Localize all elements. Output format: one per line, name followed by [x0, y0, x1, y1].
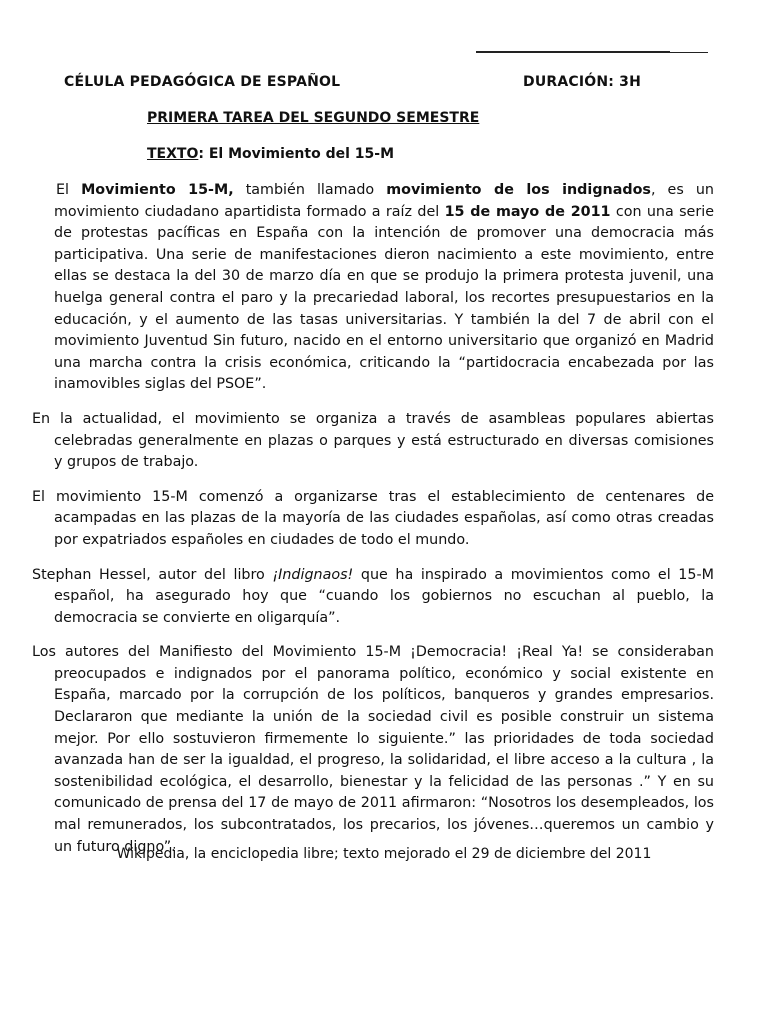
- source-citation: Wikipedia, la enciclopedia libre; texto mejorado el 29 de diciembre del 2011: [116, 846, 652, 862]
- header-duration: DURACIÓN: 3H: [523, 74, 642, 90]
- paragraph-1: El Movimiento 15-M, también llamado movimiento de los indignados, es un movimiento ciudadano apartidista formado a raíz del 15 de mayo de 2011 con una serie de protestas pacíficas en España con la intención de promover una democracia más participativa. Una serie de manifestaciones dieron nacimiento a este movimiento, entre ellas se destaca la del 30 de marzo día en que se produjo la primera protesta juvenil, una huelga general contra el paro y la precariedad laboral, los recortes presupuestarios en la educación, y el aumento de las tasas universitarias. Y también la del 7 de abril con el movimiento Juventud Sin futuro, nacido en el entorno universitario que organizó en Madrid una marcha contra la crisis económica, criticando la “partidocracia encabezada por las inamovibles siglas del PSOE”.: [54, 182, 714, 393]
- paragraph-3: El movimiento 15-M comenzó a organizarse tras el establecimiento de centenares de acampadas en las plazas de la mayoría de las ciudades españolas, así como otras creadas por expatriados españoles en ciudades de todo el mundo.: [32, 488, 714, 548]
- name-blank-line-underline: [476, 51, 670, 53]
- task-title: PRIMERA TAREA DEL SEGUNDO SEMESTRE: [147, 110, 480, 126]
- article-body: [32, 180, 714, 871]
- paragraph-2: En la actualidad, el movimiento se organiza a través de asambleas populares abiertas celebradas generalmente en plazas o parques y está estructurado en diversas comisiones y grupos de trabajo.: [32, 410, 714, 471]
- text-title: [147, 146, 394, 162]
- paragraph-5: Los autores del Manifiesto del Movimiento 15-M ¡Democracia! ¡Real Ya! se consideraban preocupados e indignados por el panorama político, económico y social existente en España, marcado por la corrupción de los políticos, banqueros y grandes empresarios. Declararon que mediante la unión de la sociedad civil es posible construir un sistema mejor. Por ello sostuvieron firmemente lo siguiente.” las prioridades de toda sociedad avanzada han de ser la igualdad, el progreso, la solidaridad, el libre acceso a la cultura , la sostenibilidad ecológica, el desarrollo, bienestar y la felicidad de las personas .” Y en su comunicado de prensa del 17 de mayo de 2011 afirmaron: “Nosotros los desempleados, los mal remunerados, los subcontratados, los precarios, los jóvenes…queremos un cambio y un futuro digno”.: [32, 644, 714, 855]
- text-title-value: El Movimiento del 15-M: [208, 146, 395, 162]
- paragraph-4: Stephan Hessel, autor del libro ¡Indignaos! que ha inspirado a movimientos como el 15-M español, ha asegurado hoy que “cuando los gobiernos no escuchan al pueblo, la democracia se convierte en oligarquía”.: [32, 566, 714, 626]
- header-department: CÉLULA PEDAGÓGICA DE ESPAÑOL: [64, 74, 341, 90]
- text-separator: :: [198, 146, 209, 162]
- text-label: TEXTO: [147, 146, 199, 162]
